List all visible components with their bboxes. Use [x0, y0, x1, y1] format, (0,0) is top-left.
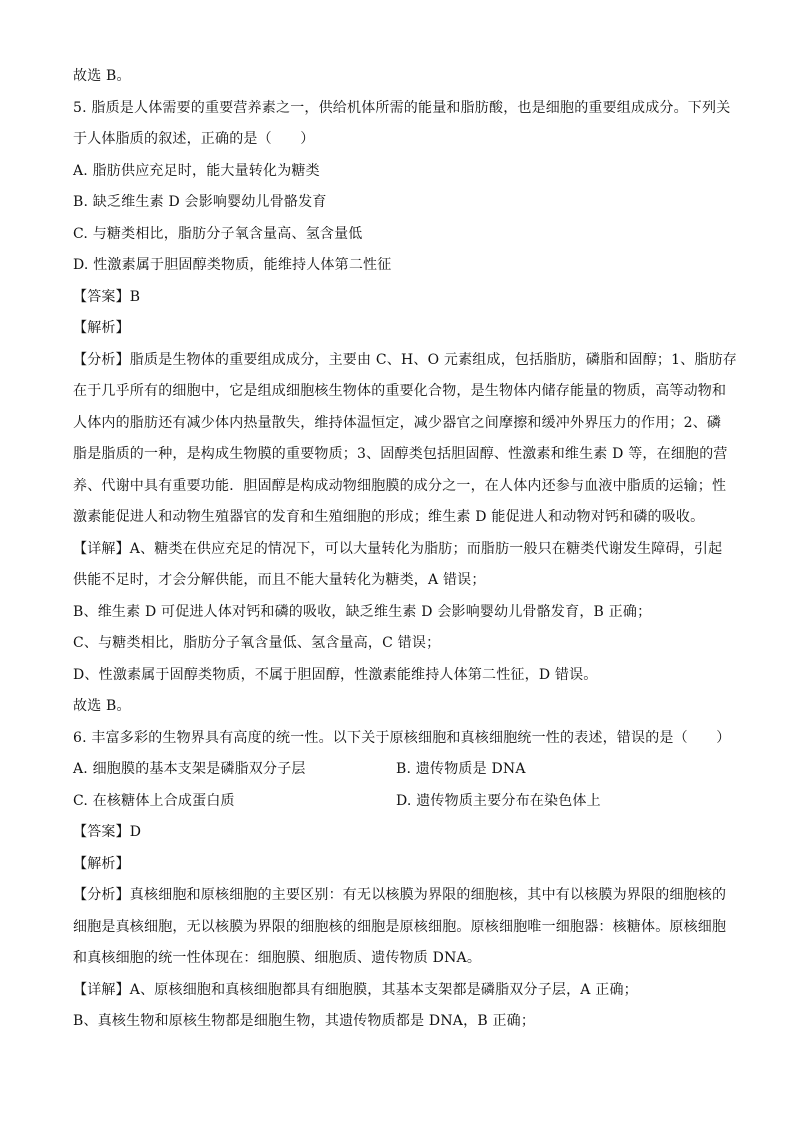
- text-line: 故选 B。: [73, 698, 131, 714]
- text-line: 故选 B。: [73, 68, 131, 84]
- analysis-text: 【分析】脂质是生物体的重要组成成分，主要由 C、H、O 元素组成，包括脂肪，磷脂和固醇；1、脂肪存: [73, 352, 738, 368]
- option-a: A. 细胞膜的基本支架是磷脂双分子层: [73, 761, 306, 777]
- detail-text: 【详解】A、原核细胞和真核细胞都具有细胞膜，其基本支架都是磷脂双分子层，A 正确；: [73, 982, 638, 998]
- answer-label: 【答案】D: [73, 824, 142, 840]
- detail-text: C、与糖类相比，脂肪分子氧含量低、氢含量高，C 错误；: [73, 635, 441, 651]
- option-b: B. 缺乏维生素 D 会影响婴幼儿骨骼发育: [73, 194, 327, 210]
- detail-text: 【详解】A、糖类在供应充足的情况下，可以大量转化为脂肪；而脂肪一般只在糖类代谢发生障碍，引起: [73, 541, 723, 557]
- analysis-text: 细胞是真核细胞，无以核膜为界限的细胞核的细胞是原核细胞。原核细胞唯一细胞器：核糖体。原核细胞: [73, 919, 727, 935]
- detail-text: B、真核生物和原核生物都是细胞生物，其遗传物质都是 DNA，B 正确；: [73, 1013, 536, 1029]
- analysis-text: 人体内的脂肪还有减少体内热量散失，维持体温恒定，减少器官之间摩擦和缓冲外界压力的作用；2、磷: [73, 415, 722, 431]
- question-5-stem-cont: 于人体脂质的叙述，正确的是（ ）: [73, 131, 315, 147]
- analysis-heading: 【解析】: [73, 320, 130, 336]
- question-6-stem: 6. 丰富多彩的生物界具有高度的统一性。以下关于原核细胞和真核细胞统一性的表述，错误的是（ ）: [73, 730, 731, 746]
- option-c: C. 与糖类相比，脂肪分子氧含量高、氢含量低: [73, 226, 363, 242]
- analysis-text: 在于几乎所有的细胞中，它是组成细胞核生物体的重要化合物，是生物体内储存能量的物质，高等动物和: [73, 383, 727, 399]
- analysis-text: 养、代谢中具有重要功能．胆固醇是构成动物细胞膜的成分之一，在人体内还参与血液中脂质的运输；性: [73, 478, 727, 494]
- analysis-heading: 【解析】: [73, 856, 130, 872]
- question-5-stem: 5. 脂质是人体需要的重要营养素之一，供给机体所需的能量和脂肪酸，也是细胞的重要组成成分。下列关: [73, 100, 731, 116]
- detail-text: B、维生素 D 可促进人体对钙和磷的吸收，缺乏维生素 D 会影响婴幼儿骨骼发育，B 正确；: [73, 604, 652, 620]
- analysis-text: 【分析】真核细胞和原核细胞的主要区别：有无以核膜为界限的细胞核，其中有以核膜为界限的细胞核的: [73, 887, 727, 903]
- option-a: A. 脂肪供应充足时，能大量转化为糖类: [73, 163, 320, 179]
- option-d: D. 遗传物质主要分布在染色体上: [396, 793, 601, 809]
- option-b: B. 遗传物质是 DNA: [396, 761, 526, 777]
- analysis-text: 脂是脂质的一种，是构成生物膜的重要物质；3、固醇类包括胆固醇、性激素和维生素 D 等，在细胞的营: [73, 446, 728, 462]
- analysis-text: 和真核细胞的统一性体现在：细胞膜、细胞质、遗传物质 DNA。: [73, 950, 482, 966]
- option-d: D. 性激素属于胆固醇类物质，能维持人体第二性征: [73, 257, 392, 273]
- detail-text: D、性激素属于固醇类物质，不属于胆固醇，性激素能维持人体第二性征，D 错误。: [73, 667, 598, 683]
- detail-text: 供能不足时，才会分解供能，而且不能大量转化为糖类，A 错误；: [73, 572, 486, 588]
- answer-label: 【答案】B: [73, 289, 141, 305]
- option-c: C. 在核糖体上合成蛋白质: [73, 793, 235, 809]
- analysis-text: 激素能促进人和动物生殖器官的发育和生殖细胞的形成；维生素 D 能促进人和动物对钙和磷的吸收。: [73, 509, 705, 525]
